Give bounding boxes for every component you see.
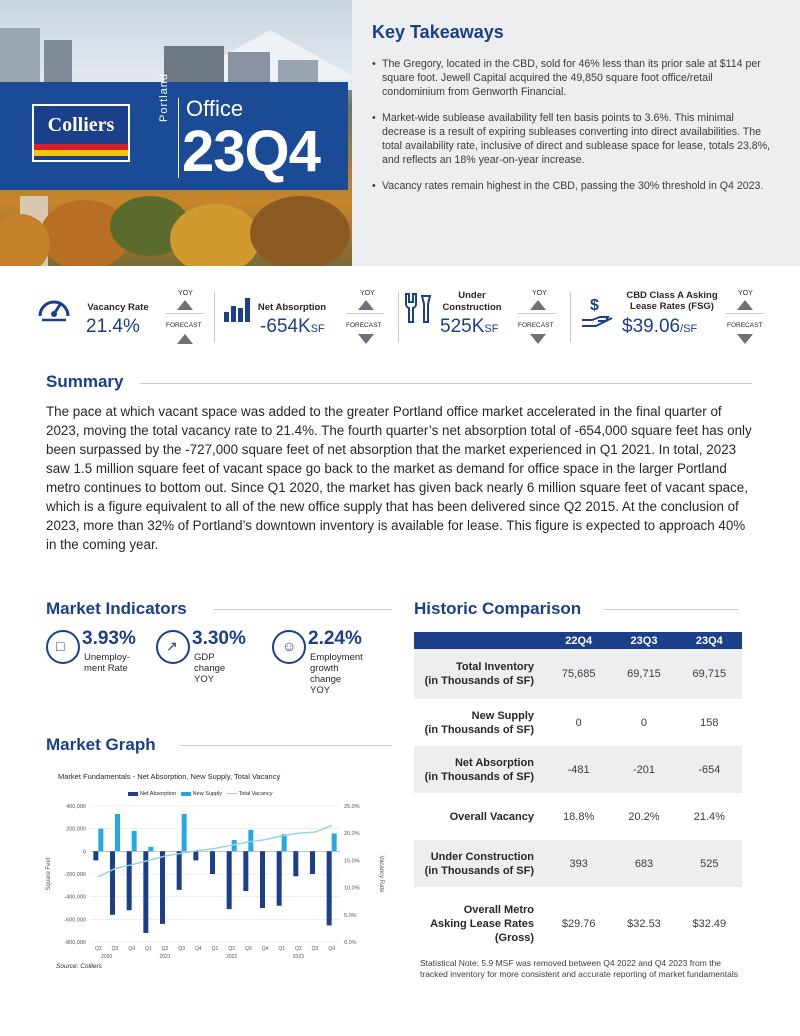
net-absorption-bar (193, 851, 198, 860)
net-absorption-bar (177, 851, 182, 890)
y-tick-label: 400,000 (66, 804, 86, 810)
market-graph-chart (40, 796, 390, 976)
x-tick-label: Q4 (328, 946, 336, 952)
construction-value: 525KSF (440, 316, 499, 337)
new-supply-bar (332, 833, 337, 851)
historic-comparison-title: Historic Comparison (414, 599, 582, 618)
x-tick-label: Q1 (144, 946, 152, 952)
new-supply-bar (182, 814, 187, 851)
net-absorption-bar (227, 851, 232, 909)
x-tick-label: Q4 (261, 946, 269, 952)
net-absorption-bar (160, 851, 165, 924)
y2-tick-label: 25.0% (344, 804, 360, 810)
x-tick-label: Q4 (128, 946, 136, 952)
net-absorption-bar (127, 851, 132, 910)
net-absorption-bar (277, 851, 282, 905)
table-row: Overall Vacancy 18.8% 20.2% 21.4% (449, 810, 725, 823)
rates-value: $39.06/SF (622, 316, 698, 337)
chart-title: Market Fundamentals - Net Absorption, New Supply, Total Vacancy (58, 772, 281, 781)
y2-axis-label: Vacancy Rate (378, 855, 384, 893)
new-supply-bar (98, 829, 103, 852)
speedometer-icon (36, 290, 72, 326)
colliers-logo: Colliers (32, 104, 130, 162)
x-tick-label: Q1 (278, 946, 286, 952)
key-takeaways-panel (352, 0, 800, 266)
table-row: Total Inventory (in Thousands of SF) 75,685 69,715 69,715 (414, 649, 742, 699)
kpi-vacancy: Vacancy Rate 21.4% YOY FORECAST (36, 286, 212, 350)
net-absorption-bar (110, 851, 115, 914)
statistical-note: Statistical Note: 5.9 MSF was removed between Q4 2022 and Q4 2023 from the tracked inventory for more consistent and accurate reporting of market fundamentals (420, 958, 738, 979)
y2-tick-label: 5.0% (344, 912, 357, 919)
quarter-label: 23Q4 (182, 119, 320, 184)
takeaway-item: • Market-wide sublease availability fell ten basis points to 3.6%. This minimal decrease is a result of expiring subleases converting into direct availabilities. The total availability rate, inclusive of direct and sublease space for lease, totals 23.8%, and reflects an 18% year-on-year increase. (372, 111, 772, 167)
x-tick-label: Q2 (94, 946, 102, 952)
market-indicators-title: Market Indicators (46, 599, 187, 618)
chart-source: Source: Colliers (56, 963, 102, 970)
id-card-icon: □ (46, 630, 80, 664)
chart-legend: Net Absorption New Supply Total Vacancy (128, 791, 272, 797)
hero-photo (0, 0, 352, 266)
new-supply-bar (282, 834, 287, 851)
x-tick-label: Q2 (228, 946, 236, 952)
summary-text: The pace at which vacant space was added to the greater Portland office market accelerated in the final quarter of 2023, moving the total vacancy rate to 21.4%. The fourth quarter’s net absorption total of -654,000 square feet has only been surpassed by the -727,000 square feet of net absorption that the market experienced in Q1 2021. In total, 2023 saw 1.5 million square feet of vacant space go back to the market as demand for office space in the larger Portland metro continues to bottom out. Since Q1 2020, the market has given back nearly 6 million square feet of vacant space, which is a figure equivalent to all of the new office supply that has been delivered since Q2 2015. At the conclusion of 2023, more than 32% of Portland’s downtown inventory is available for lease. This figure is expected to approach 40% in the coming year. (46, 404, 752, 552)
column-header: 23Q4 (677, 632, 742, 649)
table-row: Under Construction (in Thousands of SF) 393 683 525 (414, 840, 742, 887)
x-tick-label: Q1 (211, 946, 219, 952)
kpi-under-construction: Under Construction 525KSF YOY FORECAST (400, 286, 570, 350)
table-row: Overall Metro Asking Lease Rates (Gross) $29.76 $32.53 $32.49 (430, 904, 727, 944)
new-supply-bar (148, 847, 153, 852)
y2-tick-label: 20.0% (344, 831, 360, 838)
y-tick-label: -600,000 (64, 917, 86, 924)
new-supply-bar (115, 814, 120, 851)
summary-title: Summary (46, 372, 124, 391)
city-label: Portland (158, 73, 170, 122)
y-tick-label: 0 (82, 849, 86, 856)
x-tick-label: Q2 (161, 946, 169, 952)
kpi-asking-rates: $ CBD Class A Asking Lease Rates (FSG) $39.06/SF YOY FORECAST (580, 286, 770, 350)
y-axis-label: Square Feet (46, 857, 52, 891)
x-tick-label: Q3 (178, 946, 186, 952)
y-tick-label: -400,000 (64, 894, 86, 901)
market-graph-title: Market Graph (46, 735, 156, 754)
y-tick-label: 200,000 (66, 826, 86, 833)
column-header: 23Q3 (611, 632, 676, 649)
net-absorption-bar (93, 851, 98, 860)
new-supply-bar (248, 830, 253, 852)
y-tick-label: -800,000 (64, 940, 86, 946)
x-tick-label: Q3 (111, 946, 119, 952)
key-takeaways-title: Key Takeaways (372, 22, 504, 42)
net-absorption-bar (310, 851, 315, 874)
new-supply-bar (132, 831, 137, 851)
x-year-label: 2021 (159, 954, 171, 960)
x-tick-label: Q2 (294, 946, 302, 952)
svg-text:$: $ (590, 297, 599, 314)
net-absorption-bar (293, 851, 298, 876)
column-header: 22Q4 (546, 632, 611, 649)
x-tick-label: Q3 (244, 946, 252, 952)
kpi-net-absorption: Net Absorption -654KSF YOY FORECAST (222, 286, 398, 350)
net-absorption-bar (210, 851, 215, 874)
table-row: Net Absorption (in Thousands of SF) -481 -201 -654 (414, 746, 742, 793)
people-icon: ☺ (272, 630, 306, 664)
takeaway-item: • Vacancy rates remain highest in the CBD, passing the 30% threshold in Q4 2023. (372, 179, 772, 193)
net-absorption-bar (143, 851, 148, 933)
brand-box (0, 73, 348, 190)
net-absorption-bar (260, 851, 265, 908)
sector-label: Office (186, 96, 244, 121)
x-year-label: 2020 (101, 954, 113, 960)
y2-tick-label: 15.0% (344, 858, 360, 865)
takeaway-item: • The Gregory, located in the CBD, sold for 46% less than its prior sale at $114 per square foot. Jewell Capital acquired the 49,850 square foot office/retail condominium from Genworth Financial. (372, 57, 772, 99)
historic-comparison-table (414, 632, 742, 961)
tools-icon (400, 290, 436, 326)
x-tick-label: Q4 (194, 946, 202, 952)
y-tick-label: -200,000 (64, 872, 86, 878)
x-year-label: 2022 (226, 954, 238, 960)
vacancy-value: 21.4% (86, 316, 140, 337)
absorption-value: -654KSF (260, 316, 325, 337)
chart-up-icon: ↗ (156, 630, 190, 664)
table-row: New Supply (in Thousands of SF) 0 0 158 (424, 709, 719, 736)
net-absorption-bar (243, 851, 248, 891)
x-year-label: 2023 (292, 954, 304, 960)
dollar-hand-icon (580, 294, 616, 330)
net-absorption-bar (327, 851, 332, 925)
y2-tick-label: 10.0% (344, 885, 360, 892)
x-tick-label: Q3 (311, 946, 319, 952)
y2-tick-label: 0.0% (344, 940, 357, 946)
